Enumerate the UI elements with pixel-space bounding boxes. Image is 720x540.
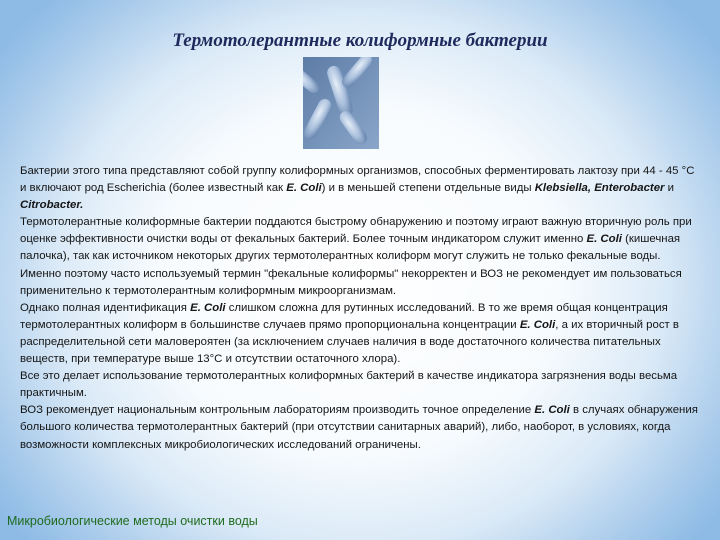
paragraph-2 <box>20 214 700 299</box>
text-run: Бактерии этого типа представляют собой группу колиформных организмов, способных ферментировать лактозу при 44 - 45 °С и включают род Escherichia (более известный как <box>20 165 695 195</box>
text-run: Однако полная идентификация <box>20 301 191 314</box>
paragraph-1 <box>20 163 700 214</box>
paragraph-4: Все это делает использование термотолерантных колиформных бактерий в качестве индикатора загрязнения воды весьма практичным. <box>20 370 678 400</box>
ecoli-term: E. Coli <box>190 301 226 314</box>
paragraph-5 <box>20 402 700 453</box>
slide-title: Термотолерантные колиформные бактерии <box>172 30 548 51</box>
bacteria-micrograph-image <box>303 57 379 149</box>
text-run: , а их вторичный рост в распределительной сети маловероятен (за исключением случаев наличия в воде достаточного количества питательных веществ, при температуре выше 13°С и отсутствии остаточного хлора). <box>20 318 679 366</box>
text-run: (кишечная палочка), так как источником некоторых других термотолерантных колиформ могут служить не только фекальные воды. Именно поэтому часто используемый термин "фекальные колиформы" некорректен и ВОЗ не рекомендует им пользоваться применительно к термотолерантным колиформным микроорганизмам. <box>20 233 682 297</box>
ecoli-term: E. Coli <box>586 233 622 246</box>
genera-terms: Klebsiella, Enterobacter <box>534 182 665 195</box>
ecoli-term: E. Coli <box>286 182 322 195</box>
text-run: Термотолерантные колиформные бактерии поддаются быстрому обнаружению и поэтому играют важную вторичную роль при оценке эффективности очистки воды от фекальных бактерий. Более точным индикатором служит именно <box>20 216 692 246</box>
slide-footer: Микробиологические методы очистки воды <box>7 514 258 528</box>
text-run: и <box>664 182 675 195</box>
text-run: в случаях обнаружения большого количества термотолерантных бактерий (при отсутствии санитарных аварий), либо, наоборот, в условиях, когда возможности комплексных микробиологических исследований ограничены. <box>20 404 698 451</box>
ecoli-term: E. Coli <box>519 318 556 331</box>
text-run: ВОЗ рекомендует национальным контрольным лабораториям производить точное определение <box>20 404 535 417</box>
bacteria-micrograph-graphic <box>303 57 379 149</box>
ecoli-term: E. Coli <box>534 404 570 417</box>
text-run: ) и в меньшей степени отдельные виды <box>321 182 535 195</box>
citrobacter-term: Citrobacter. <box>20 199 84 212</box>
body-text <box>20 163 700 454</box>
paragraph-3 <box>20 300 700 368</box>
text-run: слишком сложна для рутинных исследований. В то же время общая концентрация термотолерантных колиформ в большинстве случаев прямо пропорциональна концентрации <box>20 301 668 331</box>
